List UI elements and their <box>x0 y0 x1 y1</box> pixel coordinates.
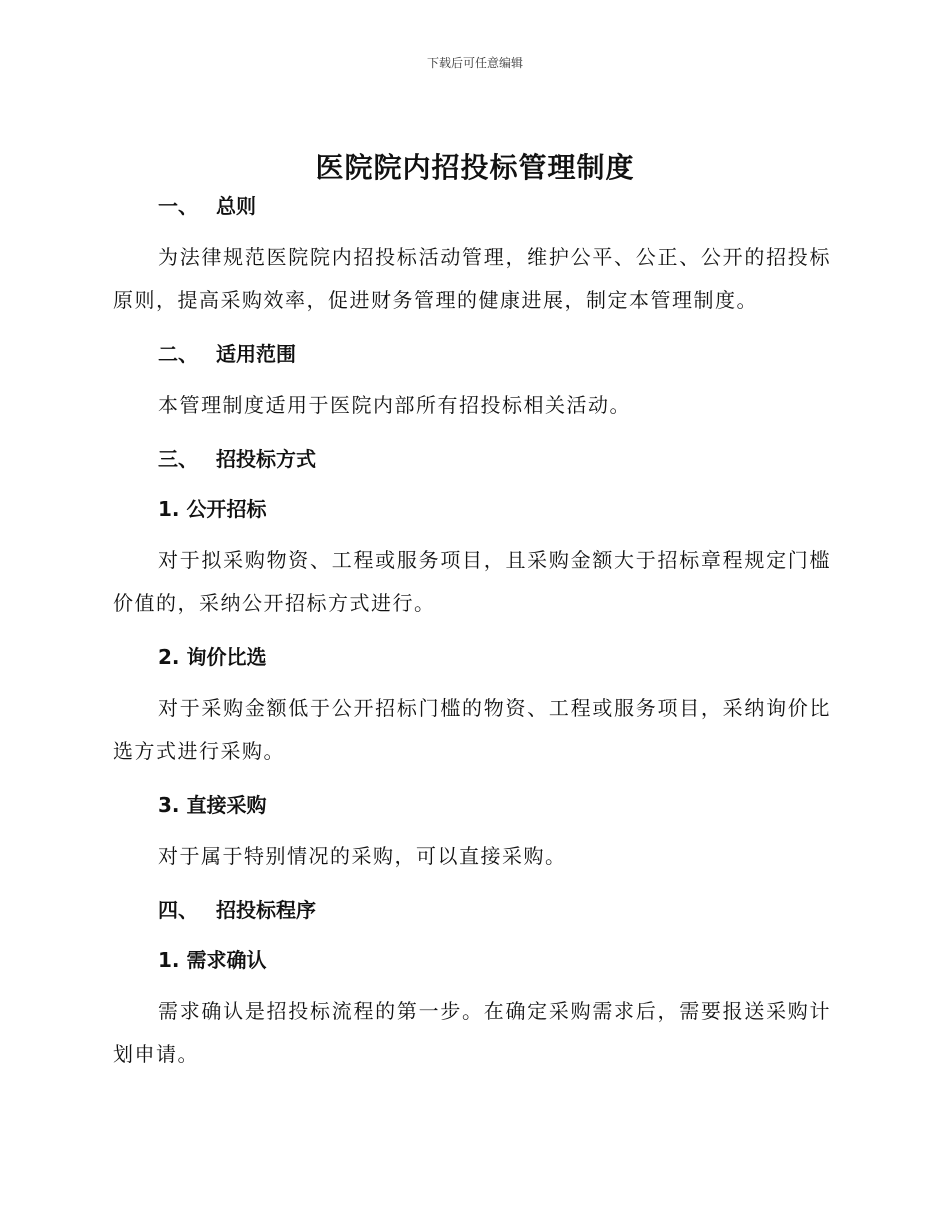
header-note: 下载后可任意编辑 <box>426 56 523 70</box>
section-title: 招投标程序 <box>216 898 316 922</box>
subheading-price-inquiry: 2. 询价比选 <box>158 645 267 669</box>
paragraph-price-inquiry: 对于采购金额低于公开招标门槛的物资、工程或服务项目，采纳询价比选方式进行采购。 <box>113 696 831 763</box>
section-title: 招投标方式 <box>216 447 316 471</box>
paragraph-public-tender: 对于拟采购物资、工程或服务项目，且采购金额大于招标章程规定门槛价值的，采纳公开招标方式进行。 <box>113 548 831 615</box>
section-heading-general <box>113 186 831 226</box>
section-number: 二、 <box>158 342 198 366</box>
paragraph-scope: 本管理制度适用于医院内部所有招投标相关活动。 <box>158 393 631 417</box>
subheading-direct-purchase: 3. 直接采购 <box>158 793 267 817</box>
subheading-requirement-confirmation: 1. 需求确认 <box>158 948 267 972</box>
section-title: 总则 <box>216 194 256 218</box>
subheading-public-tender: 1. 公开招标 <box>158 497 267 521</box>
section-heading-procedure <box>113 890 831 930</box>
section-number: 四、 <box>158 898 198 922</box>
paragraph-general: 为法律规范医院院内招投标活动管理，维护公平、公正、公开的招投标原则，提高采购效率，促进财务管理的健康进展，制定本管理制度。 <box>113 245 831 312</box>
section-number: 三、 <box>158 447 198 471</box>
section-number: 一、 <box>158 194 198 218</box>
document-body <box>113 186 831 1076</box>
document-title: 医院院内招投标管理制度 <box>315 151 635 184</box>
section-heading-scope <box>113 334 831 374</box>
paragraph-direct-purchase: 对于属于特别情况的采购，可以直接采购。 <box>158 844 567 868</box>
section-title: 适用范围 <box>216 342 296 366</box>
paragraph-requirement-confirmation: 需求确认是招投标流程的第一步。在确定采购需求后，需要报送采购计划申请。 <box>113 999 831 1066</box>
section-heading-methods <box>113 439 831 479</box>
